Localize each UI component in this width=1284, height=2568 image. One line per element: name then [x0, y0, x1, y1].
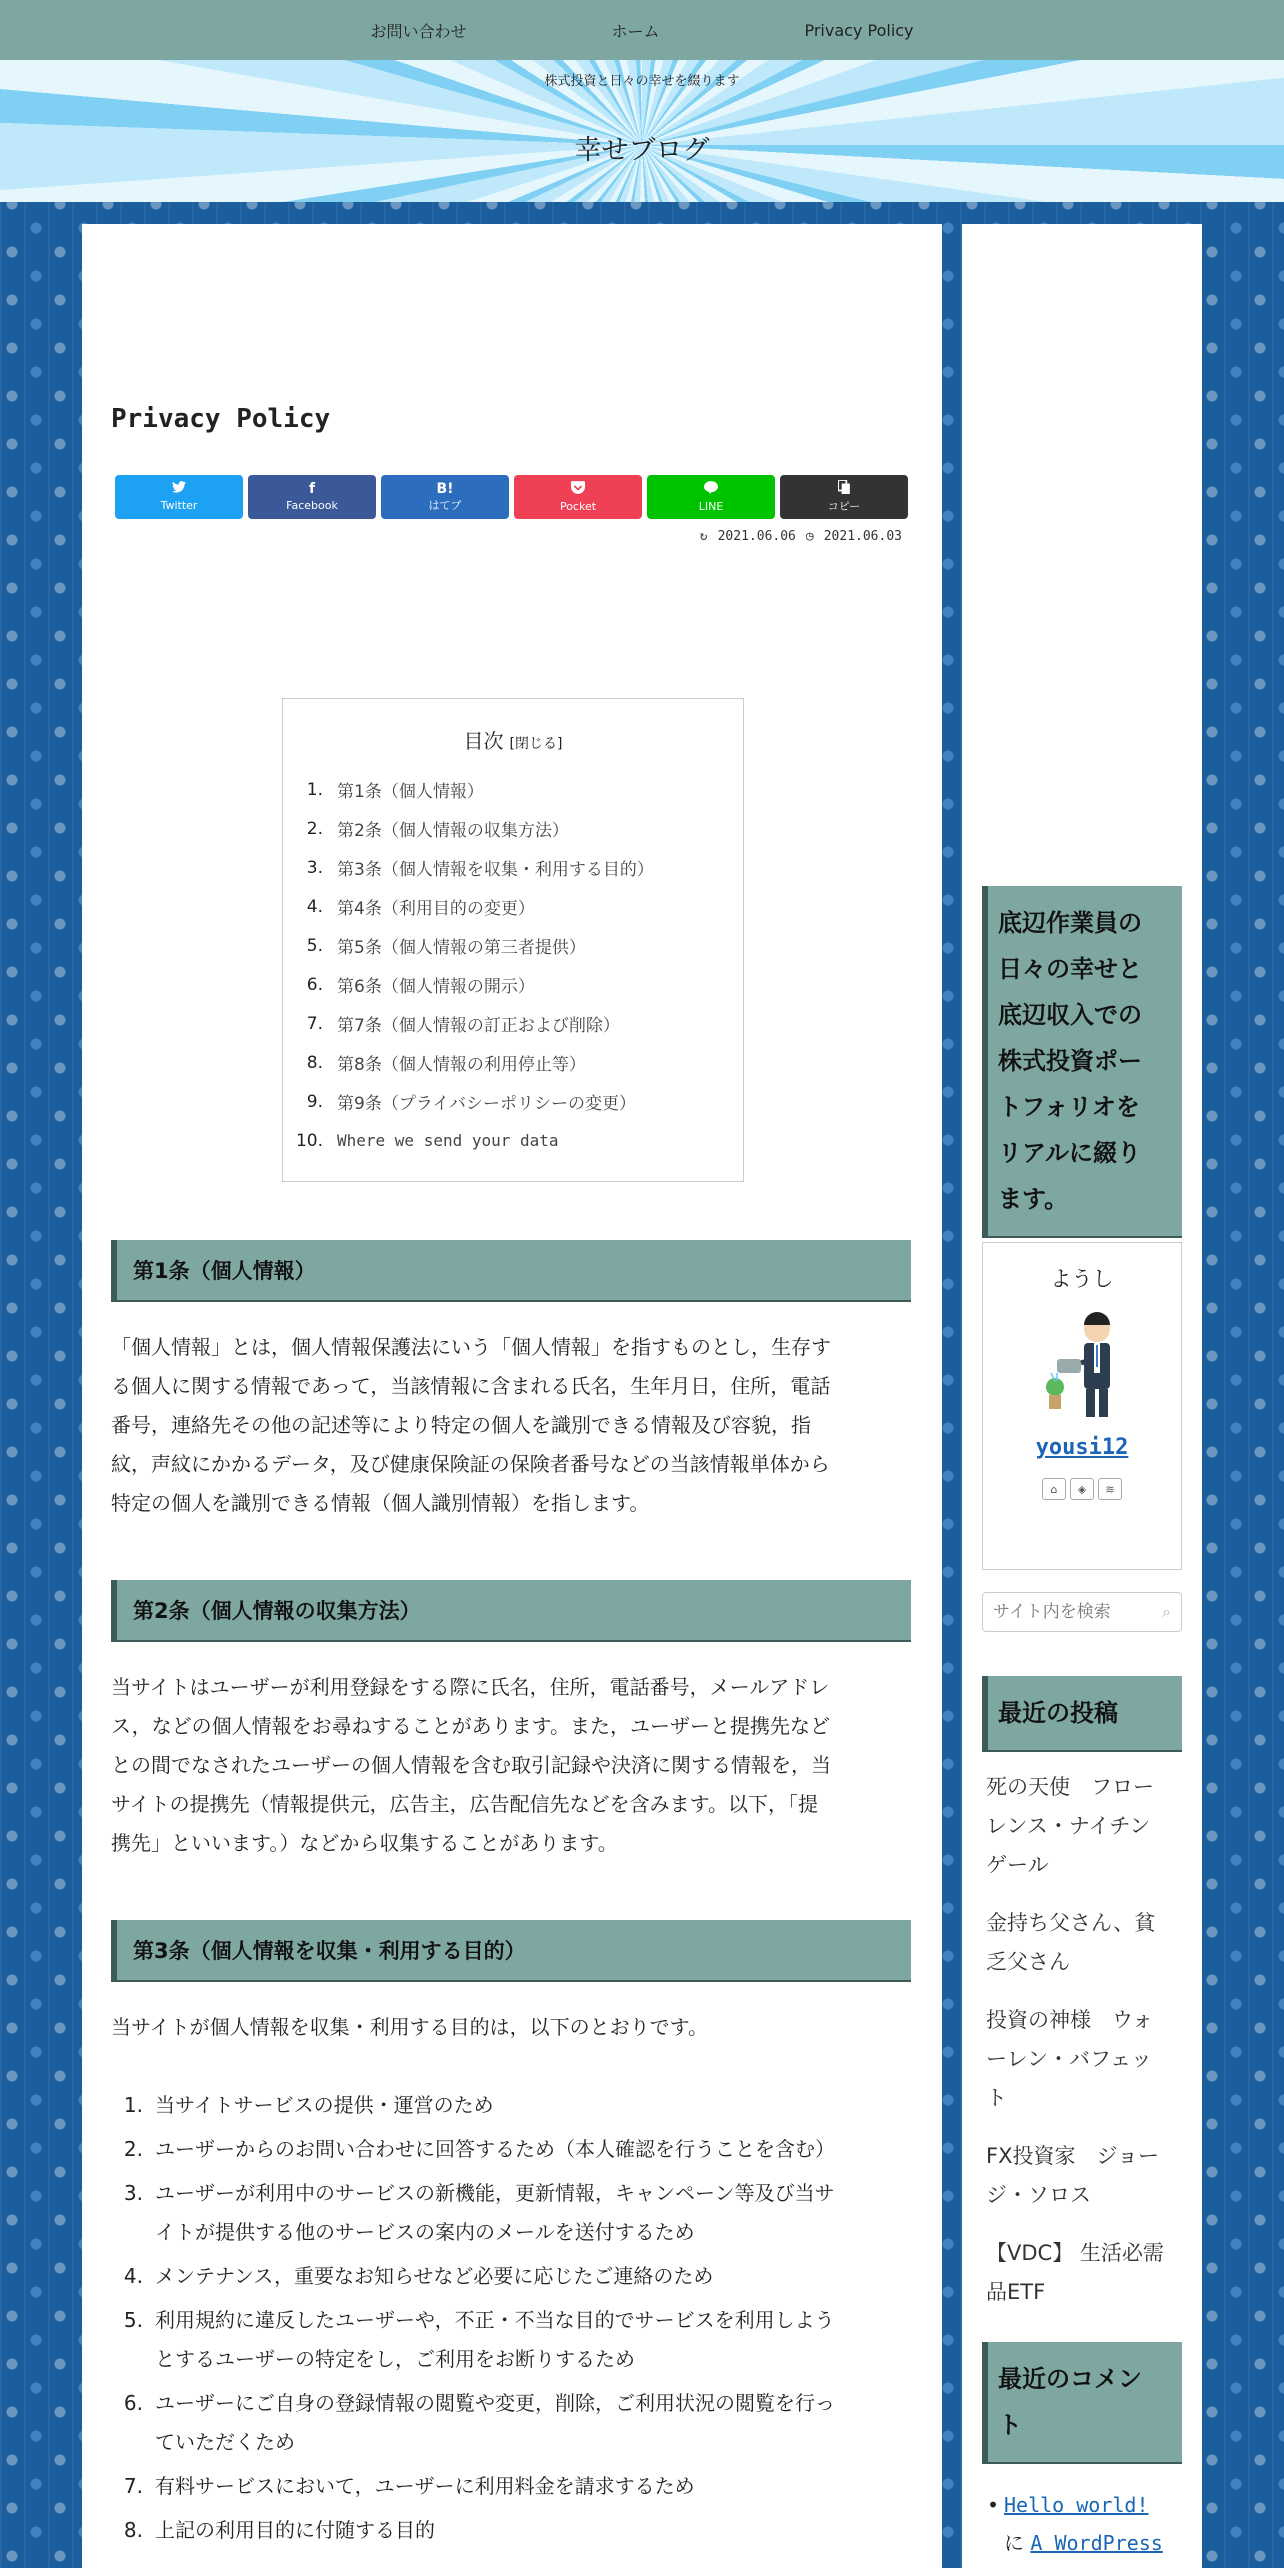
comment-author-link[interactable]: A WordPress: [1030, 2531, 1163, 2555]
sidebar-about-heading: 底辺作業員の 日々の幸せと 底辺収入での 株式投資ポー トフォリオを リアルに綴り ます。: [982, 886, 1182, 1238]
site-tagline: 株式投資と日々の幸せを綴ります: [544, 74, 740, 89]
hatena-icon: B!: [436, 481, 454, 497]
nav-item-home[interactable]: ホーム: [611, 21, 660, 41]
recent-post-link[interactable]: 投資の神様 ウォ ーレン・バフェッ ト: [986, 2008, 1154, 2110]
search-input[interactable]: [993, 1602, 1143, 1622]
share-label: LINE: [698, 499, 724, 513]
nav-item-privacy[interactable]: Privacy Policy: [804, 20, 914, 40]
list-item: 5. 利用規約に違反したユーザーや，不正・不当な目的でサービスを利用しよう とするユーザーの特定をし，ご利用をお断りするため: [123, 2308, 835, 2371]
toc-header: [283, 725, 743, 754]
list-item: 8. 上記の利用目的に付随する目的: [123, 2518, 435, 2542]
toc-item[interactable]: 6. 第6条（個人情報の開示）: [306, 974, 535, 997]
share-hatena-button[interactable]: [381, 475, 509, 519]
search-icon[interactable]: ⌕: [1162, 1602, 1171, 1621]
list-item: 1. 当サイトサービスの提供・運営のため: [123, 2093, 494, 2117]
list-item: 6. ユーザーにご自身の登録情報の閲覧や変更，削除，ご利用状況の閲覧を行っ ていただくため: [123, 2391, 835, 2454]
toc-item[interactable]: 4. 第4条（利用目的の変更）: [306, 896, 535, 919]
share-label: はてブ: [428, 499, 462, 512]
share-copy-button[interactable]: [780, 475, 908, 519]
section-1-paragraph: 「個人情報」とは，個人情報保護法にいう「個人情報」を指すものとし，生存す る個人に関する情報であって，当該情報に含まれる氏名，生年月日，住所，電話 番号，連絡先その他の記述等により特定の個人を識別できる情報及び容貌，指 紋，声紋にかかるデータ，及び健康保険証の保険者番号などの当該情報単体から 特定の個人を識別できる情報（個人識別情報）を指します。: [111, 1335, 831, 1515]
post-dates: [700, 529, 902, 544]
share-twitter-button[interactable]: [115, 475, 243, 519]
profile-name: ようし: [1050, 1267, 1114, 1291]
avatar: [1037, 1311, 1127, 1421]
share-label: Twitter: [160, 499, 198, 512]
share-label: Pocket: [559, 499, 597, 513]
recent-post-link[interactable]: 金持ち父さん、貧 乏父さん: [986, 1911, 1156, 1974]
recent-comments-list: [982, 2486, 1192, 2562]
share-facebook-button[interactable]: [248, 475, 376, 519]
facebook-icon: f: [308, 481, 316, 497]
share-line-button[interactable]: [647, 475, 775, 519]
home-icon[interactable]: ⌂: [1042, 1478, 1066, 1500]
copy-icon: [838, 480, 850, 498]
toc-item[interactable]: 3. 第3条（個人情報を収集・利用する目的）: [306, 857, 654, 880]
section-heading-2: 第2条（個人情報の収集方法）: [111, 1580, 911, 1642]
nav-item-contact[interactable]: お問い合わせ: [370, 21, 467, 41]
toc-item[interactable]: 7. 第7条（個人情報の訂正および削除）: [306, 1013, 620, 1036]
profile-link[interactable]: yousi12: [1035, 1435, 1129, 1460]
toc-toggle[interactable]: [閉じる]: [509, 736, 563, 752]
recent-post-link[interactable]: FX投資家 ジョー ジ・ソロス: [986, 2144, 1160, 2207]
rss-icon[interactable]: ≋: [1098, 1478, 1122, 1500]
toc-list: [283, 770, 743, 1160]
share-buttons: [115, 475, 908, 519]
pocket-icon: [571, 481, 585, 498]
section-2-paragraph: 当サイトはユーザーが利用登録をする際に氏名，住所，電話番号，メールアドレ ス，などの個人情報をお尋ねすることがあります。また，ユーザーと提携先など との間でなされたユーザーの個人情報を含む取引記録や決済に関する情報を，当 サイトの提携先（情報提供元，広告主，広告配信先などを含みます。以下，「提 携先」といいます。）などから収集することがあります。: [111, 1675, 831, 1855]
toc-item[interactable]: 5. 第5条（個人情報の第三者提供）: [306, 935, 586, 958]
toc-item[interactable]: 9. 第9条（プライバシーポリシーの変更）: [306, 1091, 636, 1114]
profile-icons: [983, 1478, 1181, 1500]
list-item: • Hello world! に A WordPress: [987, 2493, 1163, 2555]
toc-title: 目次: [463, 729, 504, 753]
site-title[interactable]: 幸せブログ: [574, 135, 710, 166]
list-item: 2. ユーザーからのお問い合わせに回答するため（本人確認を行うことを含む）: [123, 2137, 835, 2161]
section-3-intro: 当サイトが個人情報を収集・利用する目的は，以下のとおりです。: [111, 2015, 708, 2039]
feedly-icon[interactable]: ◈: [1070, 1478, 1094, 1500]
recent-posts-heading: 最近の投稿: [982, 1676, 1182, 1752]
share-label: コピー: [827, 500, 861, 513]
toc-item[interactable]: 2. 第2条（個人情報の収集方法）: [306, 818, 569, 841]
share-label: Facebook: [286, 499, 338, 512]
search-box: [982, 1592, 1182, 1632]
section-heading-1: 第1条（個人情報）: [111, 1240, 911, 1302]
table-of-contents: [282, 698, 744, 1182]
profile-box: [982, 1242, 1182, 1570]
line-icon: [704, 481, 718, 498]
page-title: Privacy Policy: [111, 404, 331, 434]
site-header: [0, 60, 1284, 202]
toc-item[interactable]: 1. 第1条（個人情報）: [306, 779, 484, 802]
published-date: 2021.06.03: [823, 529, 902, 544]
history-icon: ↻: [699, 529, 708, 544]
top-nav: [0, 0, 1284, 60]
share-pocket-button[interactable]: [514, 475, 642, 519]
recent-comments-heading: 最近のコメン ト: [982, 2342, 1182, 2464]
list-item: 4. メンテナンス，重要なお知らせなど必要に応じたご連絡のため: [123, 2264, 714, 2288]
list-item: 7. 有料サービスにおいて，ユーザーに利用料金を請求するため: [123, 2474, 695, 2498]
clock-icon: ◷: [805, 529, 814, 544]
recent-post-link[interactable]: 死の天使 フロー レンス・ナイチン ゲール: [986, 1775, 1154, 1877]
toc-item[interactable]: 10. Where we send your data: [295, 1130, 559, 1151]
recent-post-link[interactable]: 【VDC】 生活必需 品ETF: [986, 2241, 1164, 2304]
section-heading-3: 第3条（個人情報を収集・利用する目的）: [111, 1920, 911, 1982]
twitter-icon: [172, 481, 186, 497]
comment-post-link[interactable]: Hello world!: [1004, 2493, 1149, 2517]
toc-item[interactable]: 8. 第8条（個人情報の利用停止等）: [306, 1052, 586, 1075]
comment-connector: に: [1004, 2531, 1024, 2555]
purpose-list: [111, 2086, 911, 2555]
main-content: [82, 224, 942, 2568]
list-item: 3. ユーザーが利用中のサービスの新機能，更新情報，キャンペーン等及び当サ イトが提供する他のサービスの案内のメールを送付するため: [123, 2181, 835, 2244]
updated-date: 2021.06.06: [717, 529, 796, 544]
sidebar: [962, 224, 1202, 2568]
